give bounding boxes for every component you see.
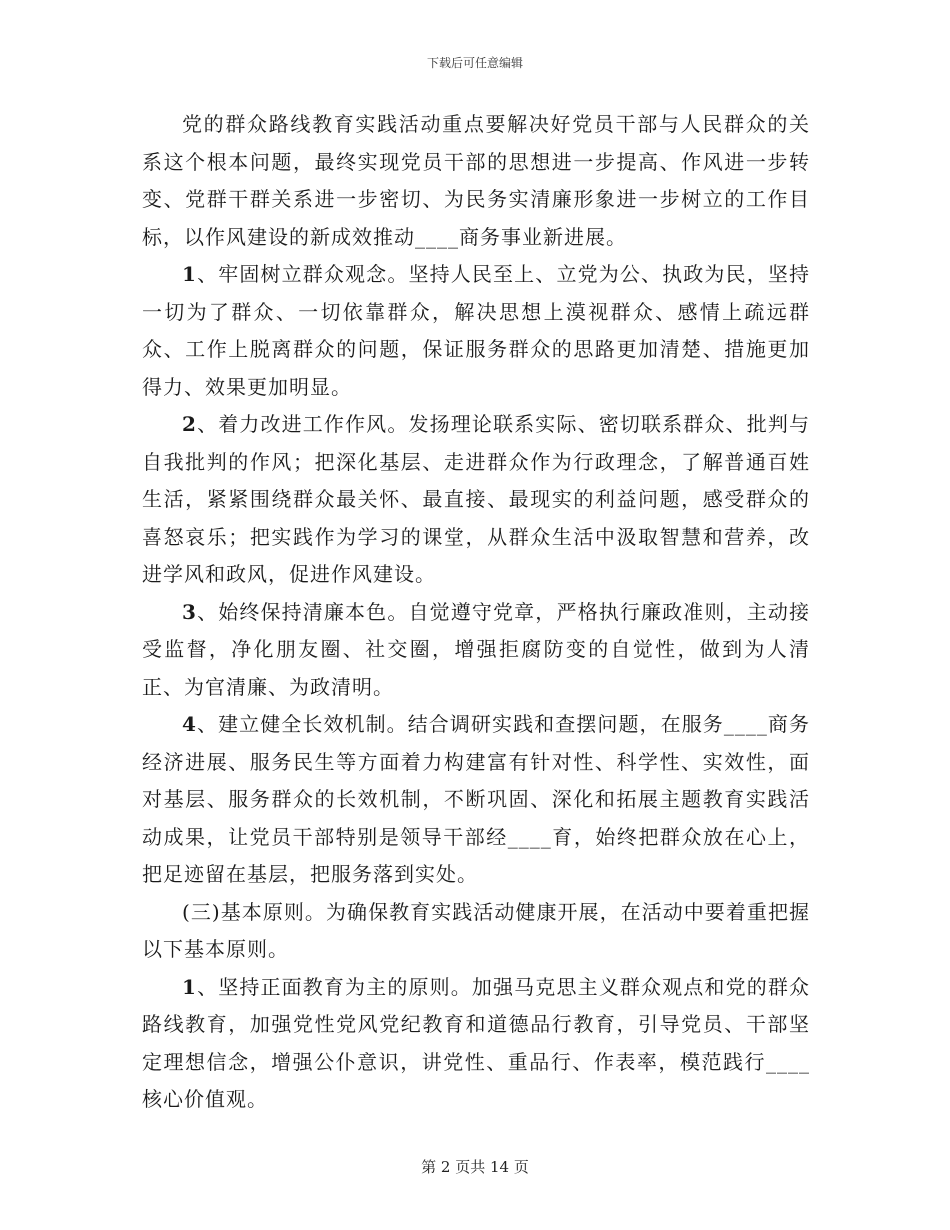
document-body <box>142 106 810 1119</box>
paragraph-item-4 <box>142 706 810 894</box>
paragraph-item-3 <box>142 594 810 707</box>
paragraph-text: 、始终保持清廉本色。自觉遵守党章，严格执行廉政准则，主动接受监督，净化朋友圈、社交圈，增强拒腐防变的自觉性，做到为人清正、为官清廉、为政清明。 <box>142 599 810 699</box>
paragraph-principles-heading <box>142 894 810 969</box>
paragraph-intro <box>142 106 810 256</box>
page-header: 下载后可任意编辑 <box>426 56 523 70</box>
paragraph-text: 、建立健全长效机制。结合调研实践和查摆问题，在服务____商务经济进展、服务民生等方面着力构建富有针对性、科学性、实效性，面对基层、服务群众的长效机制，不断巩固、深化和拓展主题教育实践活动成果，让党员干部特别是领导干部经____育，始终把群众放在心上，把足迹留在基层，把服务落到实处。 <box>142 712 810 886</box>
paragraph-principle-1 <box>142 969 810 1119</box>
item-number: 4 <box>182 712 197 736</box>
paragraph-text: 党的群众路线教育实践活动重点要解决好党员干部与人民群众的关系这个根本问题，最终实现党员干部的思想进一步提高、作风进一步转变、党群干群关系进一步密切、为民务实清廉形象进一步树立的工作目标，以作风建设的新成效推动____商务事业新进展。 <box>142 112 810 249</box>
item-number: 3 <box>182 599 197 624</box>
paragraph-text: 、坚持正面教育为主的原则。加强马克思主义群众观点和党的群众路线教育，加强党性党风党纪教育和道德品行教育，引导党员、干部坚定理想信念，增强公仆意识，讲党性、重品行、作表率，模范践行____核心价值观。 <box>142 974 810 1111</box>
item-number: 1 <box>182 974 197 999</box>
item-number: 1 <box>182 262 197 286</box>
paragraph-text: 、着力改进工作作风。发扬理论联系实际、密切联系群众、批判与自我批判的作风；把深化基层、走进群众作为行政理念，了解普通百姓生活，紧紧围绕群众最关怀、最直接、最现实的利益问题，感受群众的喜怒哀乐；把实践作为学习的课堂，从群众生活中汲取智慧和营养，改进学风和政风，促进作风建设。 <box>142 412 810 586</box>
item-number: 2 <box>182 412 197 436</box>
paragraph-item-2 <box>142 406 810 594</box>
paragraph-item-1 <box>142 256 810 406</box>
paragraph-text: 、牢固树立群众观念。坚持人民至上、立党为公、执政为民，坚持一切为了群众、一切依靠群众，解决思想上漠视群众、感情上疏远群众、工作上脱离群众的问题，保证服务群众的思路更加清楚、措施更加得力、效果更加明显。 <box>142 262 810 399</box>
page-footer: 第 2 页共 14 页 <box>421 1158 529 1176</box>
paragraph-text: (三)基本原则。为确保教育实践活动健康开展，在活动中要着重把握以下基本原则。 <box>142 899 810 961</box>
